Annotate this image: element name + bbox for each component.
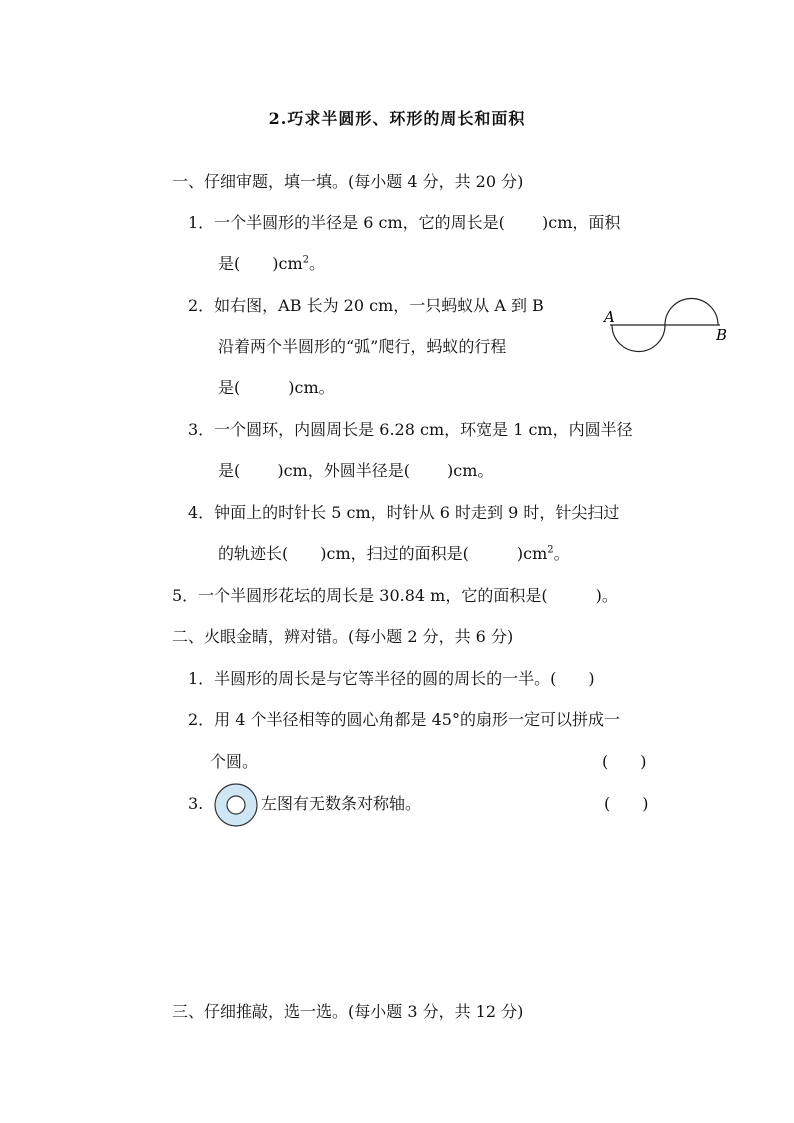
page-title: 2.巧求半圆形、环形的周长和面积 [268, 109, 526, 128]
section3-heading: 三、仔细推敲，选一选。(每小题 3 分，共 12 分) [172, 1002, 524, 1021]
s2-q3-number: 3. [188, 794, 204, 813]
ring-svg [213, 782, 259, 828]
s1-q4-line2 [218, 543, 570, 565]
inner-circle [227, 796, 245, 814]
s2-q1-line1: 1．半圆形的周长是与它等半径的圆的周长的一半。( ) [188, 669, 595, 688]
s1-q4-line2-text: 的轨迹长( )cm，扫过的面积是( )cm [218, 544, 548, 563]
s1-q4-line2-end: 。 [553, 544, 570, 563]
lower-semicircle-arc [612, 325, 665, 352]
s1-q5-line1: 5．一个半圆形花坛的周长是 30.84 m，它的面积是( )。 [172, 586, 618, 605]
semicircle-path-svg [600, 292, 735, 358]
s1-q1-line2-text: 是( )cm [218, 254, 303, 273]
s1-q2-line3: 是( )cm。 [218, 378, 335, 397]
s1-q2-line2: 沿着两个半圆形的“弧”爬行，蚂蚁的行程 [218, 337, 507, 356]
s1-q3-line2: 是( )cm，外圆半径是( )cm。 [218, 461, 494, 480]
s1-q4-line1: 4．钟面上的时针长 5 cm，时针从 6 时走到 9 时，针尖扫过 [188, 503, 620, 522]
section1-heading: 一、仔细审题，填一填。(每小题 4 分，共 20 分) [172, 172, 524, 191]
s1-q1-line2-end: 。 [309, 254, 326, 273]
s2-q2-answer-paren: ( ) [602, 752, 647, 771]
s2-q2-line2: 个圆。 [210, 752, 259, 771]
section2-heading: 二、火眼金睛，辨对错。(每小题 2 分，共 6 分) [172, 627, 514, 646]
semicircle-path-diagram [600, 292, 735, 358]
s1-q1-line2 [218, 253, 325, 275]
s1-q1-superscript: 2 [302, 254, 309, 266]
upper-semicircle-arc [665, 299, 718, 326]
ring-figure [213, 782, 259, 828]
label-a: A [604, 308, 615, 326]
label-b: B [716, 326, 728, 344]
s1-q1-line1: 1．一个半圆形的半径是 6 cm，它的周长是( )cm，面积 [188, 213, 621, 232]
s1-q4-superscript: 2 [547, 544, 554, 556]
s1-q2-line1: 2．如右图，AB 长为 20 cm，一只蚂蚁从 A 到 B [188, 296, 544, 315]
s1-q3-line1: 3．一个圆环，内圆周长是 6.28 cm，环宽是 1 cm，内圆半径 [188, 420, 633, 439]
s2-q2-line1: 2．用 4 个半径相等的圆心角都是 45°的扇形一定可以拼成一 [188, 710, 620, 729]
s2-q3-answer-paren: ( ) [604, 794, 649, 813]
s2-q3-text: 左图有无数条对称轴。 [261, 794, 422, 813]
